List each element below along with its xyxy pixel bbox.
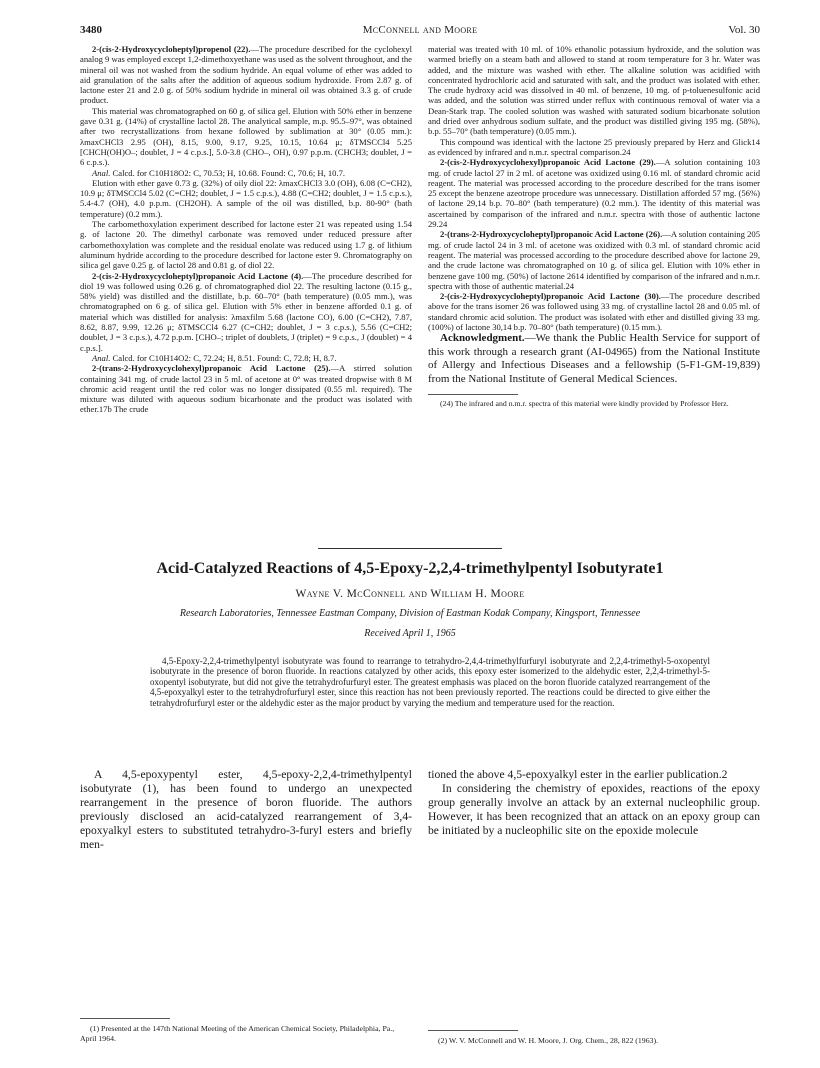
abstract: 4,5-Epoxy-2,2,4-trimethylpentyl isobutyrate was found to rearrange to tetrahydro-2,4,4-trimethylfurfuryl isobutyrate and 2,2,4-trimethyl-5-oxopentyl isobutyrate in the presence of boron fluoride. In reactions catalyzed by other acids, this epoxy ester isomerized to the aldehydic ester, 2,2,4-trimethyl-5-oxopentyl isobutyrate, but did not give the tetrahydrofurfuryl ester. The greatest emphasis was placed on the boron fluoride catalyzed rearrangement of the 4,5-epoxyalkyl ester to the tetrahydrofurfuryl ester, since this reaction has not been previously reported. The reactions could be directed to give either the tetrahydrofurfuryl ester or the aldehydic ester as the major product by varying the medium and temperature used for the reaction. [150,656,710,708]
paragraph-text: —The procedure described for diol 19 was followed using 0.26 g. of chromatographed diol 22. The resulting lactone (0.15 g., 58% yield) was distilled and the distillate, b.p. 60–70° (bath temperature) (0.05 mm.), was chromatographed on 6 g. of silica gel. Elution with 5% ether in benzene afforded 0.1 g. of material which was distilled for analysis: λmaxfilm 5.68 (lactone CO), 6.00 (C=CH2), 7.87, 8.62, 8.87, 9.99, 12.26 μ; δTMSCCl4 6.27 (C=CH2; doublet, J = 3 c.p.s.), 5.56 (C=CH2; doublet, J = 3 c.p.s.), 4.72 p.p.m. [CHO–; triplet of doublets, J (triplet) = 9 c.p.s., J (doublet) = 4 c.p.s.]. [80,270,412,353]
right-experimental-column [428,44,760,409]
left-experimental-column [80,44,412,415]
footnote: (1) Presented at the 147th National Meeting of the American Chemical Society, Philadelphia, Pa., April 1964. [80,1024,395,1043]
paragraph [80,271,412,353]
page-number: 3480 [80,24,102,36]
paragraph-text: —A solution containing 103 mg. of crude lactol 27 in 2 ml. of acetone was oxidized using 0.16 ml. of standard chromic acid reagent. The material was processed according to the procedure described for the trans isomer 25 except the benzene azeotrope procedure was unnecessary. Distillation afforded 57 mg. (56%) of lactone 29,14 b.p. 70–80° (bath temperature) (0.2 mm.). The identity of this material was ascertained by comparison of the infrared and n.m.r. spectra with those of authentic lactone 29.24 [428,157,760,230]
footnote: (24) The infrared and n.m.r. spectra of this material were kindly provided by Professor Herz. [440,399,729,409]
paragraph [428,157,760,229]
paragraph-text: material was treated with 10 ml. of 10% ethanolic potassium hydroxide, and the solution was warmed briefly on a steam bath and allowed to stand at room temperature for 3 hr. Water was added, and the mixture was washed with ether. The alkaline solution was acidified with concentrated hydrochloric acid and saturated with salt, and the product was isolated with ether. The crude hydroxy acid was dissolved in 40 ml. of benzene, 10 mg. of p-toluenesulfonic acid was added, and the solution was stirred under reflux with continuous removal of water via a Dean-Stark trap. The cooled solution was washed with saturated sodium bicarbonate solution and dried over anhydrous sodium sulfate, and the product was distilled giving 195 mg. (58%), b.p. 55–70° (bath temperature) (0.05 mm.). [428,44,760,137]
paragraph-heading: 2-(cis-2-Hydroxycyclohexyl)propanoic Acid Lactone (29). [440,157,656,168]
footnote: (2) W. V. McConnell and W. H. Moore, J. Org. Chem., 28, 822 (1963). [438,1036,659,1045]
paragraph [80,219,412,270]
running-authors: McConnell and Moore [362,24,478,36]
paragraph: In considering the chemistry of epoxides, reactions of the epoxy group generally involve an attack by an external nucleophilic group. However, it has been recognized that an attack on an epoxy group can be initiated by a nucleophilic site on the epoxide molecule [428,782,760,837]
paragraph [80,106,412,168]
received-date: Received April 1, 1965 [364,628,456,639]
acknowledgment-text: —We thank the Public Health Service for support of this work through a research grant (AI-04965) from the National Institute of Allergy and Infectious Diseases and a fellowship (5-F1-GM-19,839) from the National Institute of General Medical Sciences. [428,332,760,385]
paragraph [428,44,760,137]
volume-number: Vol. 30 [728,24,760,36]
article-title: Acid-Catalyzed Reactions of 4,5-Epoxy-2,2,4-trimethylpentyl Isobutyrate1 [156,560,664,577]
paragraph: A 4,5-epoxypentyl ester, 4,5-epoxy-2,2,4-trimethylpentyl isobutyrate (1), has been found to undergo an unexpected rearrangement in the presence of boron fluoride. The authors previously disclosed an acid-catalyzed rearrangement of 3,4-epoxyalkyl esters to substituted tetrahydro-3-furyl esters and briefly men- [80,768,412,851]
paragraph: tioned the above 4,5-epoxyalkyl ester in the earlier publication.2 [428,768,728,781]
article-authors: Wayne V. McConnell and William H. Moore [295,588,525,600]
paragraph-text: —A solution containing 205 mg. of crude lactol 24 in 3 ml. of acetone was oxidized with 0.3 ml. of standard chromic acid reagent. The material was processed according to the procedure described above for lactone 29, and the crude lactone was chromatographed on 10 g. of silica gel. Elution with 10% ether in benzene gave 100 mg. (50%) of lactone 2614 identified by comparison of the infrared and n.m.r. spectra with those of authentic material.24 [428,229,760,291]
paragraph-text: Calcd. for C10H14O2: C, 72.24; H, 8.51. Found: C, 72.8; H, 8.7. [110,352,337,363]
paragraph [80,168,412,178]
article-body-right [428,768,760,838]
paragraph-heading: 2-(cis-2-Hydroxycycloheptyl)propanoic Acid Lactone (30). [440,291,661,302]
acknowledgment [428,332,760,386]
paragraph-text: —A stirred solution containing 341 mg. of crude lactol 23 in 5 ml. of acetone at 0° was treated dropwise with 8 M chromic acid reagent until the red color was no longer dissipated (0.55 ml. required). The mixture was diluted with aqueous sodium bicarbonate and the product was isolated with ether.17b The crude [80,363,412,415]
article-body-left [80,768,412,852]
paragraph [428,291,760,332]
article-affiliation: Research Laboratories, Tennessee Eastman Company, Division of Eastman Kodak Company, Kingsport, Tennessee [179,608,641,619]
paragraph-heading: Anal. [92,352,111,363]
footnote-divider [428,1030,518,1031]
paragraph-text: This compound was identical with the lactone 25 previously prepared by Herz and Glick14 as evidenced by infrared and n.m.r. spectral comparison.24 [428,136,760,157]
paragraph-heading: 2-(cis-2-Hydroxycycloheptyl)propenol (22). [92,44,251,54]
paragraph-text: —The procedure described above for the trans isomer 26 was followed using 33 mg. of crystalline lactol 28 and 0.05 ml. of standard chromic acid solution. The product was isolated with ether and distilled giving 33 mg. (100%) of lactone 30,14 b.p. 70–80° (bath temperature) (0.15 mm.). [428,291,760,333]
section-divider [318,548,502,549]
footnote-divider [428,394,518,395]
paragraph-text: —The procedure described for the cyclohexyl analog 9 was employed except 1,2-dimethoxyethane was used as the solvent throughout, and the mineral oil was not washed from the sodium hydride. An equal volume of ether was added to aid granulation of the salts after the addition of aqueous sodium hydroxide. From 2.87 g. of lactone ester 21 and 2.0 g. of 50% sodium hydride in mineral oil was obtained 3.3 g. of crude product. [80,44,413,106]
paragraph-text: This material was chromatographed on 60 g. of silica gel. Elution with 50% ether in benzene gave 0.31 g. (14%) of crystalline lactol 28. The analytical sample, m.p. 95.5–97°, was obtained after two recrystallizations from hexane followed by sublimation at 30° (0.05 mm.): λmaxCHCl3 2.95 (OH), 8.15, 9.00, 9.17, 9.25, 10.15, 10.64 μ; δTMSCCl4 5.25 [CHCH(OH)O–; doublet, J = 4 c.p.s.], 5.0-3.8 (CHO–, OH), 0.97 p.p.m. (CHCH3; doublet, J = 6 c.p.s.). [80,105,412,168]
paragraph-heading: 2-(cis-2-Hydroxycycloheptyl)propanoic Acid Lactone (4). [92,270,304,281]
paragraph [80,178,412,219]
paragraph [428,137,760,158]
acknowledgment-label: Acknowledgment. [440,332,525,345]
paragraph [80,44,412,106]
running-header [80,24,760,40]
paragraph-heading: 2-(trans-2-Hydroxycyclohexyl)propanoic Acid Lactone (25). [92,363,331,374]
paragraph [428,229,760,291]
paragraph-text: The carbomethoxylation experiment described for lactone ester 21 was repeated using 1.54 g. of lactone 20. The dimethyl carbonate was removed under reduced pressure after carbomethoxylation was complete and the residual enolate was reduced using 1.7 g. of lithium aluminum hydride according to the procedure described for lactone ester 9. Chromatography on silica gel gave 0.25 g. of lactol 28 and 0.81 g. of diol 22. [80,219,412,271]
paragraph-text: Elution with ether gave 0.73 g. (32%) of oily diol 22: λmaxCHCl3 3.0 (OH), 6.08 (C=CH2), 10.9 μ; δTMSCCl4 5.02 (C=CH2; doublet, J = 1.5 c.p.s.), 4.88 (C=CH2; doublet, J = 1.5 c.p.s.), 5.4-4.7 (OH), 4.0 p.p.m. (CH2OH). A sample of the oil was distilled, b.p. 80-90° (bath temperature) (0.2 mm.). [80,177,412,219]
paragraph-text: Calcd. for C10H18O2: C, 70.53; H, 10.68. Found: C, 70.6; H, 10.7. [110,167,346,178]
paragraph [80,363,412,414]
paragraph [80,353,412,363]
paragraph-heading: 2-(trans-2-Hydroxycycloheptyl)propanoic Acid Lactone (26). [440,229,663,240]
paragraph-heading: Anal. [92,167,111,178]
footnote-divider [80,1018,170,1019]
